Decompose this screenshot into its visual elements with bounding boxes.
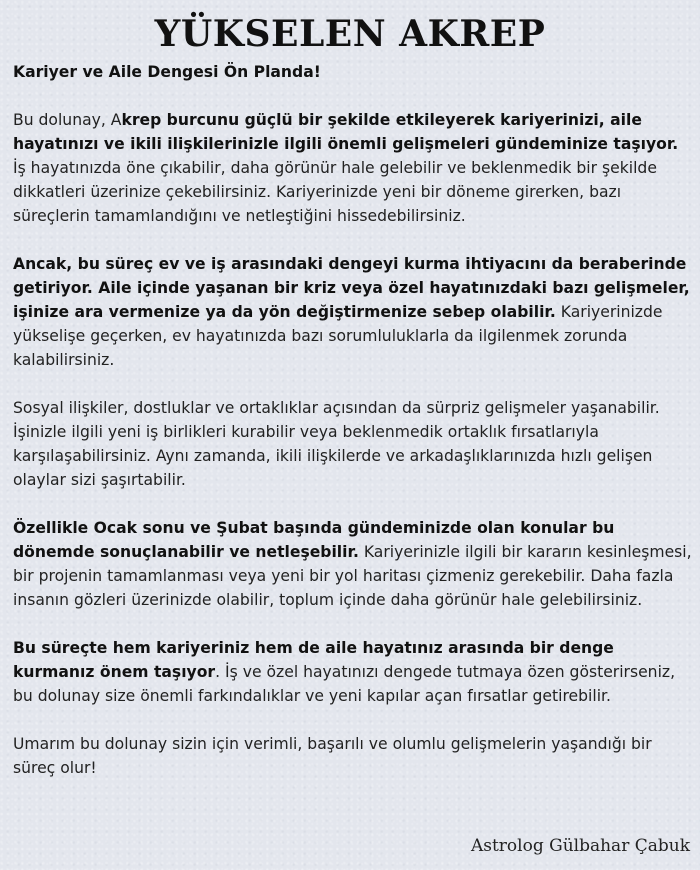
- paragraph-5: [13, 636, 693, 708]
- subtitle: Kariyer ve Aile Dengesi Ön Planda!: [13, 63, 321, 81]
- paragraph-4-bold: Özellikle Ocak sonu ve Şubat başında gündeminizde olan konular bu dönemde sonuçlanabilir ve netleşebilir.: [13, 519, 615, 561]
- paragraph-6: [13, 732, 693, 780]
- paragraph-4-rest: Kariyerinizle ilgili bir kararın kesinleşmesi, bir projenin tamamlanması veya yeni bir yol haritası çizmeniz gerekebilir. Daha fazla insanın gözleri üzerinizde olabilir, toplum içinde daha görünür hale gelebilirsiniz.: [13, 543, 692, 609]
- paragraph-2: [13, 252, 693, 372]
- paragraph-3-rest: Sosyal ilişkiler, dostluklar ve ortaklıklar açısından da sürpriz gelişmeler yaşanabilir. İşinizle ilgili yeni iş birlikleri kurabilir veya beklenmedik ortaklık fırsatlarıyla karşılaşabilirsiniz. Aynı zamanda, ikili ilişkilerde ve arkadaşlıklarınızda hızlı gelişen olaylar sizi şaşırtabilir.: [13, 399, 660, 489]
- paragraph-5-bold: Bu süreçte hem kariyeriniz hem de aile hayatınız arasında bir denge kurmanız önem taşıyor: [13, 639, 614, 681]
- paragraph-1-bold: krep burcunu güçlü bir şekilde etkileyerek kariyerinizi, aile hayatınızı ve ikili ilişkilerinizle ilgili önemli gelişmeleri gündeminize taşıyor.: [13, 111, 679, 153]
- article-body: [13, 60, 693, 804]
- paragraph-4: [13, 516, 693, 612]
- paragraph-2-bold: Ancak, bu süreç ev ve iş arasındaki dengeyi kurma ihtiyacını da beraberinde getiriyor. Aile içinde yaşanan bir kriz veya özel hayatınızdaki bazı gelişmeler, işinize ara vermenize ya da yön değiştirmenize sebep olabilir.: [13, 255, 690, 321]
- paragraph-1: [13, 108, 693, 228]
- paragraph-1-rest: İş hayatınızda öne çıkabilir, daha görünür hale gelebilir ve beklenmedik bir şekilde dikkatleri üzerinize çekebilirsiniz. Kariyerinizde yeni bir döneme girerken, bazı süreçlerin tamamlandığını ve netleştiğini hissedebilirsiniz.: [13, 159, 657, 225]
- paragraph-1-pre: Bu dolunay, A: [13, 111, 122, 129]
- paragraph-5-rest: . İş ve özel hayatınızı dengede tutmaya özen gösterirseniz, bu dolunay size önemli farkındalıklar ve yeni kapılar açan fırsatlar getirebilir.: [13, 663, 676, 705]
- paragraph-6-rest: Umarım bu dolunay sizin için verimli, başarılı ve olumlu gelişmelerin yaşandığı bir süreç olur!: [13, 735, 652, 777]
- paragraph-3: [13, 396, 693, 492]
- paragraph-2-rest: Kariyerinizde yükselişe geçerken, ev hayatınızda bazı sorumluluklarla da ilgilenmek zorunda kalabilirsiniz.: [13, 303, 663, 369]
- page-title: YÜKSELEN AKREP: [154, 13, 546, 55]
- author-signature: Astrolog Gülbahar Çabuk: [470, 836, 690, 856]
